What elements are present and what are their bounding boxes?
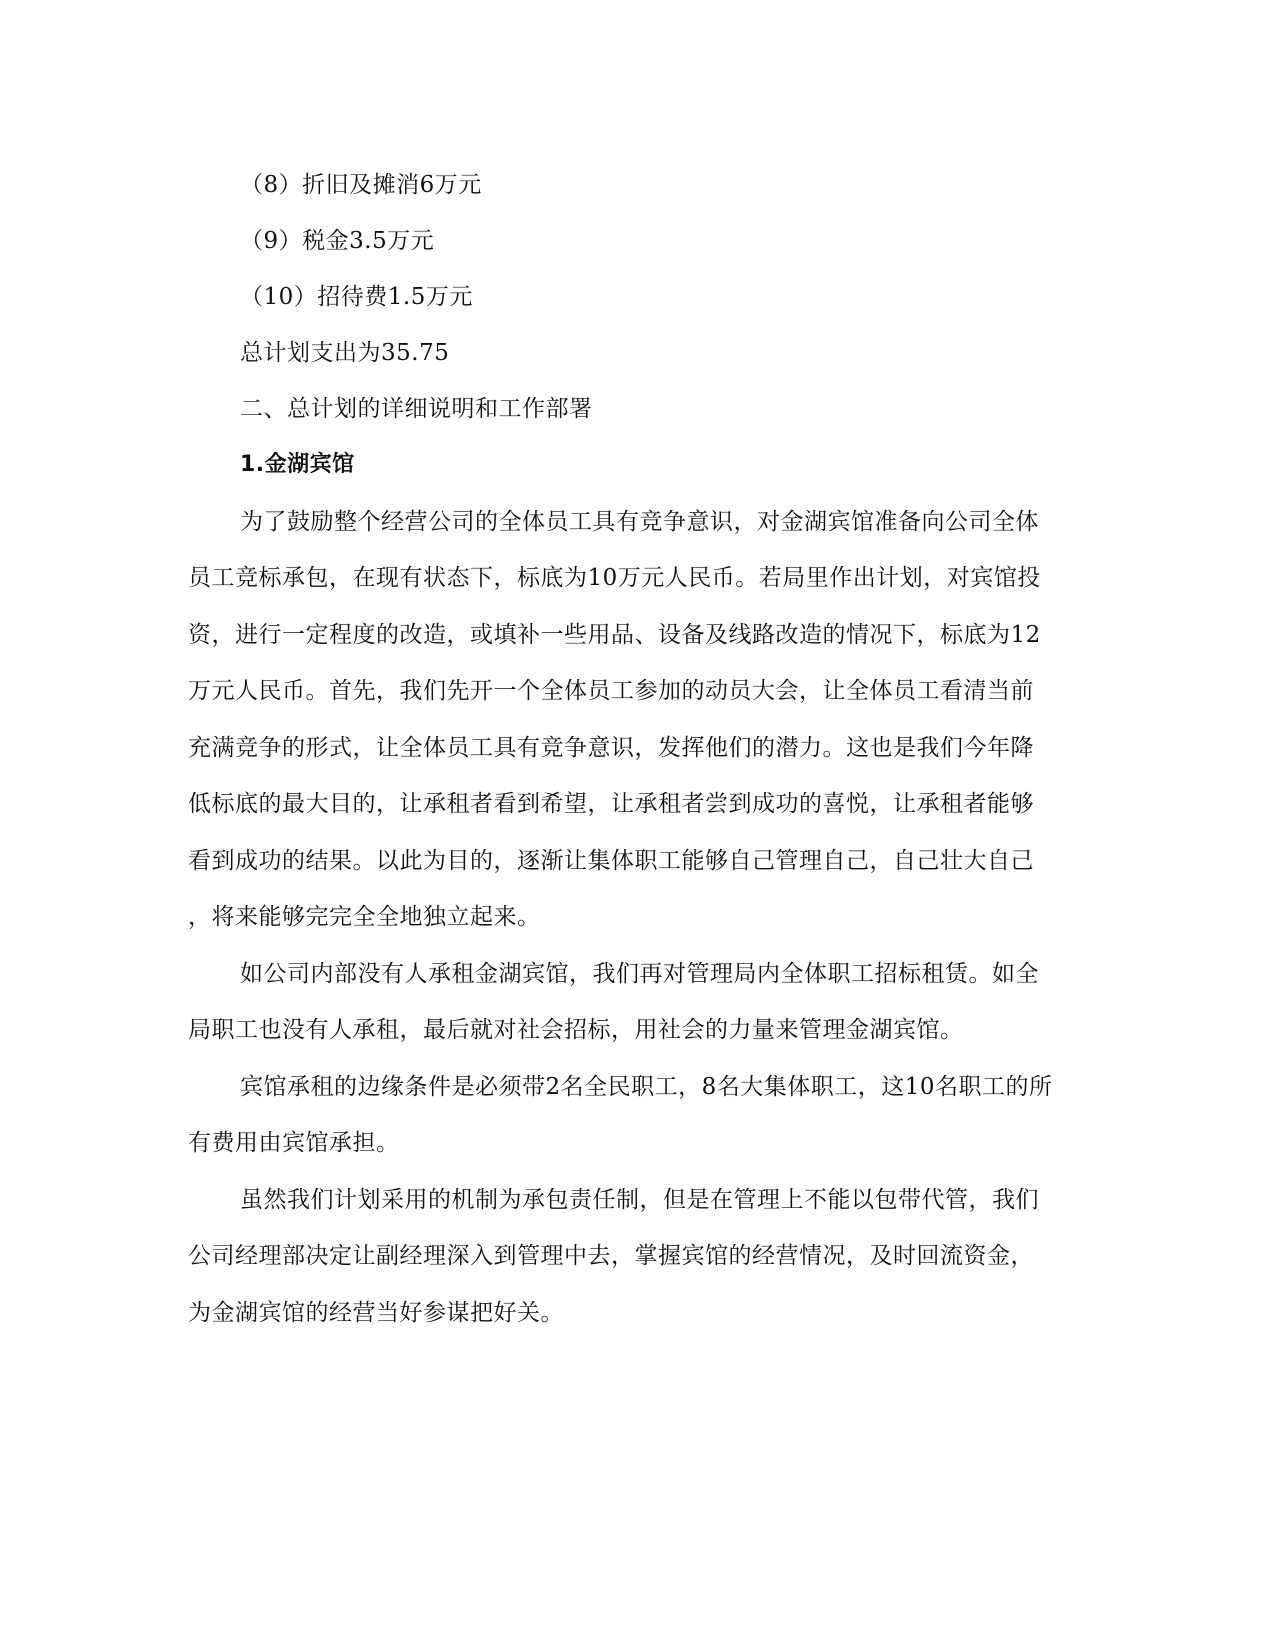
list-item-tax: （9）税金3.5万元: [240, 228, 435, 254]
paragraph-line: ，将来能够完完全全地独立起来。: [188, 904, 541, 930]
paragraph-line: 如公司内部没有人承租金湖宾馆，我们再对管理局内全体职工招标租赁。如全: [240, 961, 1039, 987]
paragraph-line: 公司经理部决定让副经理深入到管理中去，掌握宾馆的经营情况，及时回流资金，: [188, 1243, 1034, 1269]
paragraph-line: 为金湖宾馆的经营当好参谋把好关。: [188, 1300, 564, 1326]
section-title: 二、总计划的详细说明和工作部署: [240, 396, 593, 422]
paragraph-line: 虽然我们计划采用的机制为承包责任制，但是在管理上不能以包带代管，我们: [240, 1187, 1039, 1213]
paragraph-line: 局职工也没有人承租，最后就对社会招标，用社会的力量来管理金湖宾馆。: [188, 1017, 964, 1043]
subheading-jinhu-hotel: 1.金湖宾馆: [240, 452, 355, 477]
total-expenditure-line: 总计划支出为35.75: [240, 340, 450, 366]
list-item-entertainment: （10）招待费1.5万元: [240, 284, 473, 310]
paragraph-line: 为了鼓励整个经营公司的全体员工具有竞争意识，对金湖宾馆准备向公司全体: [240, 509, 1039, 535]
paragraph-line: 低标底的最大目的，让承租者看到希望，让承租者尝到成功的喜悦，让承租者能够: [188, 791, 1034, 817]
paragraph-line: 看到成功的结果。以此为目的，逐渐让集体职工能够自己管理自己，自己壮大自己: [188, 848, 1034, 874]
paragraph-line: 资，进行一定程度的改造，或填补一些用品、设备及线路改造的情况下，标底为12: [188, 622, 1041, 648]
paragraph-line: 充满竞争的形式，让全体员工具有竞争意识，发挥他们的潜力。这也是我们今年降: [188, 735, 1034, 761]
paragraph-line: 有费用由宾馆承担。: [188, 1130, 400, 1156]
paragraph-line: 员工竞标承包，在现有状态下，标底为10万元人民币。若局里作出计划，对宾馆投: [188, 565, 1041, 591]
list-item-depreciation: （8）折旧及摊消6万元: [240, 172, 482, 198]
paragraph-line: 万元人民币。首先，我们先开一个全体员工参加的动员大会，让全体员工看清当前: [188, 678, 1034, 704]
paragraph-line: 宾馆承租的边缘条件是必须带2名全民职工，8名大集体职工，这10名职工的所: [240, 1074, 1053, 1100]
